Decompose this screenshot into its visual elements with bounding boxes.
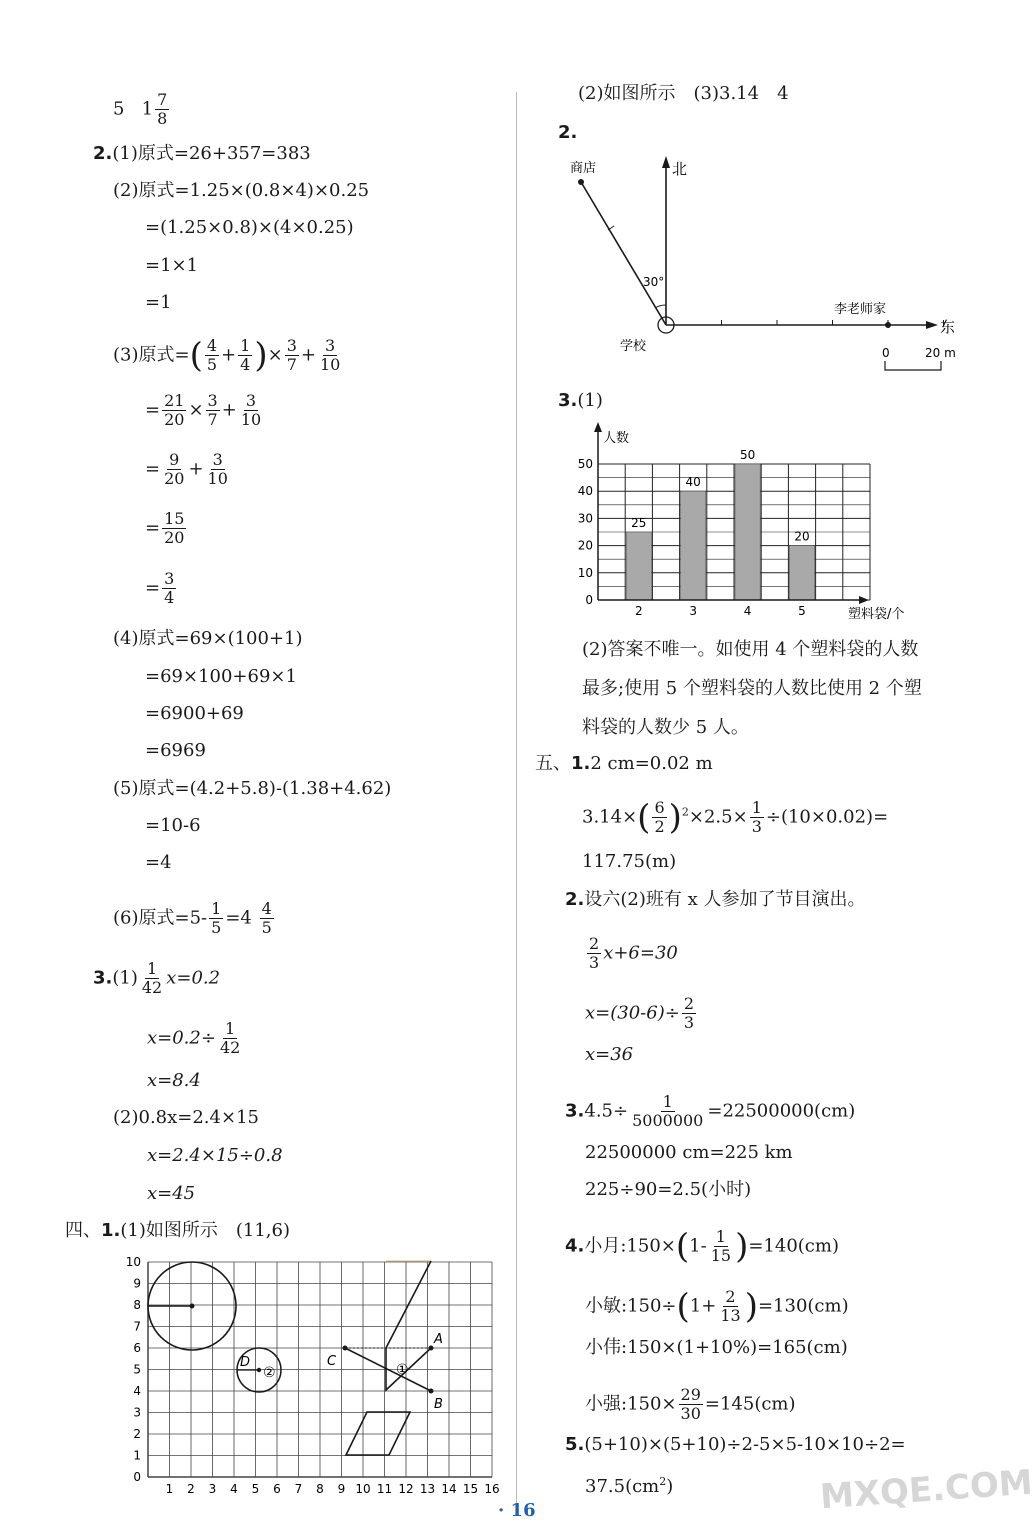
grid-x-tick: 7 <box>294 1482 303 1496</box>
scale-bar <box>885 361 941 370</box>
chart-y-tick: 20 <box>577 538 593 553</box>
q2-part6: (6)原式=5- $\frac{1}{5}$ =4 $\frac{4}{5}$ <box>113 899 272 937</box>
angle-arc <box>655 305 666 308</box>
chart-data-label: 50 <box>739 448 756 462</box>
grid-x-tick: 12 <box>398 1482 414 1496</box>
q2-part4-line1: (4)原式=69×(100+1) <box>113 628 303 649</box>
shop-label: 商店 <box>570 161 597 176</box>
grid-y-tick: 7 <box>133 1319 141 1334</box>
r-q5-part4-line4: 小强:150× $\frac{29}{30}$ =145(cm) <box>585 1385 796 1423</box>
scale-twenty: 20 m <box>925 346 956 360</box>
grid-x-tick: 6 <box>273 1482 281 1496</box>
point-C <box>343 1346 348 1351</box>
angle-label: 30° <box>643 275 665 289</box>
route-to-shop <box>581 182 666 325</box>
q3-part2-line1: (2)0.8x=2.4×15 <box>113 1107 259 1128</box>
chart-y-tick: 10 <box>577 565 593 580</box>
bar-chart <box>565 420 935 628</box>
r-q5-part4-line3: 小伟:150×(1+10%)=165(cm) <box>585 1337 848 1358</box>
grid-x-ticks <box>166 1482 500 1496</box>
grid-x-tick: 9 <box>337 1482 346 1496</box>
grid-x-tick: 15 <box>462 1482 479 1496</box>
grid-y-tick: 10 <box>125 1255 141 1269</box>
r-q3-part2-line3: 料袋的人数少 5 人。 <box>582 717 749 738</box>
label-2: ② <box>263 1365 276 1381</box>
grid-y-ticks <box>126 1255 141 1484</box>
r-q5-part5-line2: $37.5(cm^2)$ <box>585 1475 674 1497</box>
home-point <box>885 322 891 328</box>
line-answers-top: 5 1 $\frac{7}{8}$ <box>113 90 168 128</box>
q2-part3-line2: = $\frac{21}{20}$ × $\frac{3}{7}$ + $\frac{3}{10}$ <box>145 391 262 429</box>
r-top-answer: (2)如图所示 (3)3.14 4 <box>578 83 789 104</box>
grid-y-tick: 6 <box>133 1341 141 1355</box>
parallelogram <box>346 1412 410 1455</box>
q3-part1-line3: x=8.4 <box>147 1070 201 1091</box>
q2-part1: 2.(1)原式=26+357=383 <box>93 143 311 164</box>
grid-x-tick: 16 <box>484 1482 500 1496</box>
direction-map-figure <box>560 150 980 390</box>
label-D: D <box>240 1355 251 1370</box>
q3-part1-line1: 3.(1) $\frac{1}{42}$ x=0.2 <box>93 959 221 997</box>
chart-x-tick: 5 <box>798 604 806 618</box>
q2-part3-line5: = $\frac{3}{4}$ <box>145 569 175 607</box>
chart-x-tick: 4 <box>743 604 752 618</box>
chart-x-tick: 3 <box>689 604 698 618</box>
grid-y-tick: 2 <box>133 1427 141 1441</box>
q2-part2-line1: (2)原式=1.25×(0.8×4)×0.25 <box>113 180 370 201</box>
q2-part3-line4: = $\frac{15}{20}$ <box>145 509 185 547</box>
r-q5-part2-line1: 2.设六(2)班有 x 人参加了节目演出。 <box>565 889 866 910</box>
grid-y-tick: 3 <box>133 1405 141 1420</box>
grid-x-tick: 4 <box>230 1482 238 1496</box>
chart-data-labels <box>631 448 809 544</box>
chart-x-label: 塑料袋/个 <box>848 607 905 622</box>
chart-bar <box>735 464 760 600</box>
q2-part4-line2: =69×100+69×1 <box>145 666 297 687</box>
r-q3-part1: 3.(1) <box>558 390 603 411</box>
grid-y-tick: 9 <box>133 1276 141 1291</box>
q2-part3-line3: = $\frac{9}{20}$ + $\frac{3}{10}$ <box>145 450 228 488</box>
point-B <box>429 1389 434 1394</box>
grid-y-tick: 4 <box>133 1384 141 1398</box>
r-q5-part5-line1: 5.(5+10)×(5+10)÷2-5×5-10×10÷2= <box>565 1434 906 1455</box>
label-A: A <box>434 1332 443 1347</box>
small-circle-center <box>257 1368 261 1372</box>
q4-part1: 四、1.(1)如图所示 (11,6) <box>65 1220 290 1241</box>
grid-x-tick: 3 <box>208 1482 217 1496</box>
r-q5-part3-line1: 3.4.5÷ $\frac{1}{5000000}$ =22500000(cm) <box>565 1092 856 1130</box>
chart-y-tick: 40 <box>577 484 593 499</box>
watermark: MXQE.COM <box>818 1462 1034 1518</box>
grid-x-tick: 1 <box>165 1482 174 1496</box>
r-q5-part1-line3: 117.75(m) <box>582 851 677 872</box>
grid-x-tick: 14 <box>441 1482 457 1496</box>
large-circle-center <box>190 1304 195 1309</box>
label-1: ① <box>396 1362 409 1378</box>
north-label: 北 <box>672 160 688 178</box>
chart-data-label: 25 <box>631 516 647 530</box>
chart-y-label: 人数 <box>603 431 630 446</box>
r-q5-part2-line2: $\frac{2}{3}$ x+6=30 <box>589 934 678 972</box>
chart-y-tick: 0 <box>585 593 593 607</box>
chart-data-label: 40 <box>685 475 701 490</box>
r-q3-part2-line2: 最多;使用 5 个塑料袋的人数比使用 2 个塑 <box>582 678 922 699</box>
q2-part2-line2: =(1.25×0.8)×(4×0.25) <box>145 217 354 238</box>
r-q3-part2-line1: (2)答案不唯一。如使用 4 个塑料袋的人数 <box>582 639 919 660</box>
chart-bar <box>789 546 814 600</box>
q2-part5-line3: =4 <box>145 852 172 873</box>
r-q5-part3-line3: 225÷90=2.5(小时) <box>585 1179 752 1200</box>
q3-part2-line3: x=45 <box>147 1183 196 1204</box>
chart-bar <box>626 532 651 600</box>
east-label: 东 <box>940 318 956 336</box>
grid-x-tick: 8 <box>316 1482 324 1496</box>
r-q5-part2-line4: x=36 <box>585 1044 634 1065</box>
q2-part3-line1: (3)原式=( $\frac{4}{5}$ + $\frac{1}{4}$ )× $\frac{3}{7}$ + $\frac{3}{10}$ <box>113 335 341 376</box>
q2-part2-line3: =1×1 <box>145 255 199 276</box>
chart-y-tick: 50 <box>577 457 593 471</box>
q2-part4-line4: =6969 <box>145 740 206 761</box>
point-A <box>429 1346 434 1351</box>
grid-lines <box>148 1262 492 1477</box>
north-arrow-head <box>662 156 670 168</box>
r-q5-part2-line3: x=(30-6)÷ $\frac{2}{3}$ <box>585 994 694 1032</box>
chart-y-arrow <box>594 422 602 432</box>
q2-part4-line3: =6900+69 <box>145 703 244 724</box>
school-label: 学校 <box>620 339 647 354</box>
label-C: C <box>327 1354 337 1369</box>
grid-x-tick: 11 <box>376 1482 393 1496</box>
chart-bar <box>681 491 706 600</box>
coordinate-grid-figure <box>120 1250 520 1500</box>
r-q2-number: 2. <box>558 122 578 143</box>
q2-part5-line2: =10-6 <box>145 815 201 836</box>
r-q5-part1-line2: 3.14×( $\frac{6}{2}$ )$^2$×2.5× $\frac{1}{3}$ ÷(10×0.02)= <box>582 797 889 838</box>
scale-zero: 0 <box>882 346 890 360</box>
q2-part5-line1: (5)原式=(4.2+5.8)-(1.38+4.62) <box>113 778 392 799</box>
grid-y-tick: 5 <box>133 1362 141 1377</box>
chart-x-ticks <box>635 604 806 618</box>
chart-x-arrow <box>859 596 869 604</box>
grid-y-tick: 8 <box>133 1298 141 1312</box>
r-q5-part4-line2: 小敏:150÷(1+ $\frac{2}{13}$ )=130(cm) <box>585 1286 849 1327</box>
q3-part1-line2: x=0.2÷ $\frac{1}{42}$ <box>147 1019 241 1057</box>
grid-y-tick: 0 <box>133 1470 141 1484</box>
home-label: 李老师家 <box>834 302 887 317</box>
q3-part2-line2: x=2.4×15÷0.8 <box>147 1145 283 1166</box>
grid-x-tick: 5 <box>251 1482 260 1496</box>
east-arrow-head <box>926 321 938 329</box>
chart-data-label: 20 <box>794 529 810 544</box>
shop-point <box>578 179 584 185</box>
q2-part2-line4: =1 <box>145 292 172 313</box>
grid-x-tick: 13 <box>419 1482 436 1496</box>
chart-y-ticks <box>578 457 593 607</box>
grid-x-tick: 10 <box>355 1482 371 1496</box>
r-q5-part4-line1: 4.小月:150×(1- $\frac{1}{15}$ )=140(cm) <box>565 1226 839 1267</box>
chart-y-tick: 30 <box>577 511 593 526</box>
r-q5-part1-line1: 五、1.2 cm=0.02 m <box>535 753 713 774</box>
r-q5-part3-line2: 22500000 cm=225 km <box>585 1142 793 1163</box>
grid-y-tick: 1 <box>133 1448 141 1463</box>
label-B: B <box>434 1397 443 1412</box>
chart-x-tick: 2 <box>634 604 643 618</box>
grid-x-tick: 2 <box>187 1482 195 1496</box>
page-number: · 16 <box>498 1500 536 1521</box>
